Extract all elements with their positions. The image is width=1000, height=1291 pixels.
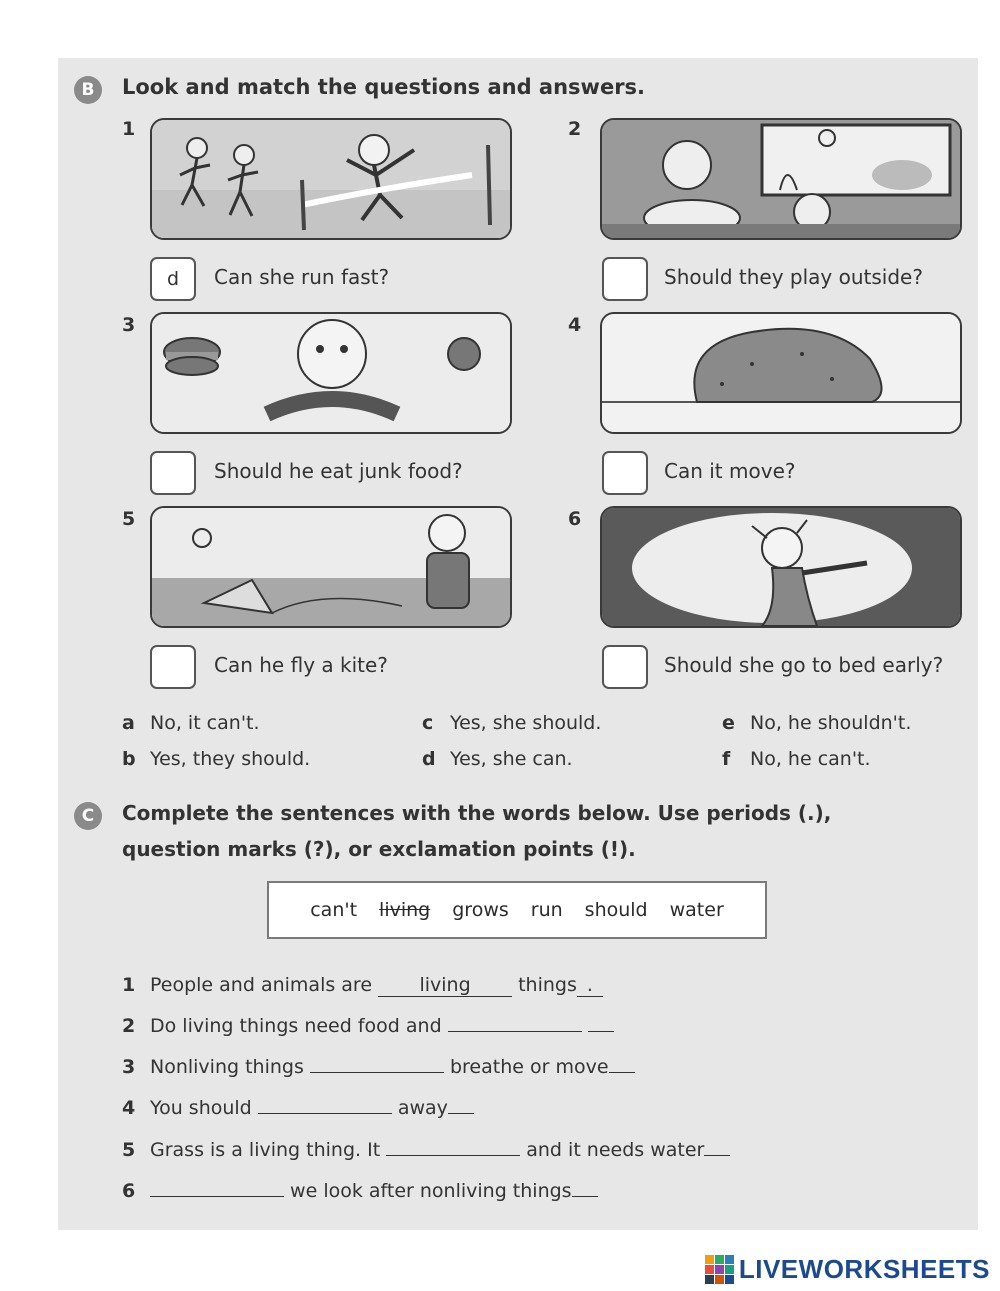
liveworksheets-logo (705, 1254, 990, 1285)
sentence-4: 4 You should away (122, 1097, 474, 1119)
sentence-blank[interactable]: living (378, 975, 512, 997)
answer-box-6[interactable] (602, 645, 648, 689)
answer-box-3[interactable] (150, 451, 196, 495)
answer-option: d Yes, she can. (422, 748, 573, 770)
question-3: Should he eat junk food? (214, 459, 463, 483)
answer-option: b Yes, they should. (122, 748, 311, 770)
item-number: 5 (122, 508, 136, 530)
punctuation-blank[interactable] (704, 1155, 730, 1156)
item-number: 1 (122, 118, 136, 140)
question-5: Can he fly a kite? (214, 653, 388, 677)
picture-kids-indoors (600, 118, 962, 240)
item-number: 6 (568, 508, 582, 530)
word-bank (267, 881, 767, 939)
picture-running-race (150, 118, 512, 240)
answer-box-1[interactable]: d (150, 257, 196, 301)
sentence-5: 5 Grass is a living thing. It and it needs water (122, 1139, 730, 1161)
question-4: Can it move? (664, 459, 796, 483)
sentence-blank[interactable] (448, 1031, 582, 1032)
answer-box-5[interactable] (150, 645, 196, 689)
punctuation-blank[interactable] (588, 1031, 614, 1032)
sentence-blank[interactable] (258, 1113, 392, 1114)
punctuation-blank[interactable] (572, 1196, 598, 1197)
section-c-title-line-2: question marks (?), or exclamation points (!). (122, 837, 636, 861)
picture-boy-kite (150, 506, 512, 628)
section-b-title: Look and match the questions and answers. (122, 75, 646, 99)
worksheet-page (58, 58, 978, 1230)
sentence-blank[interactable] (386, 1155, 520, 1156)
item-number: 2 (568, 118, 582, 140)
word-bank-word: should (584, 899, 648, 921)
section-c-title-line-1: Complete the sentences with the words below. Use periods (.), (122, 801, 832, 825)
picture-girl-yawning (600, 506, 962, 628)
sentence-3: 3 Nonliving things breathe or move (122, 1056, 635, 1078)
punctuation-blank[interactable] (609, 1072, 635, 1073)
question-1: Can she run fast? (214, 265, 390, 289)
logo-text: LIVEWORKSHEETS (738, 1254, 990, 1284)
section-b-badge: B (74, 76, 102, 104)
question-6: Should she go to bed early? (664, 653, 944, 677)
word-bank-word: run (530, 899, 563, 921)
sentence-6: 6 we look after nonliving things (122, 1180, 598, 1202)
answer-option: e No, he shouldn't. (722, 712, 912, 734)
word-bank-word-used: living (379, 899, 431, 921)
word-bank-word: water (669, 899, 724, 921)
punctuation-blank[interactable] (448, 1113, 474, 1114)
word-bank-word: grows (452, 899, 509, 921)
sentence-1: 1 People and animals are living things . (122, 974, 603, 997)
punctuation-blank[interactable]: . (577, 975, 603, 997)
picture-rock (600, 312, 962, 434)
section-c-badge: C (74, 802, 102, 830)
answer-option: a No, it can't. (122, 712, 260, 734)
logo-grid-icon (705, 1255, 735, 1285)
sentence-blank[interactable] (150, 1196, 284, 1197)
sentence-2: 2 Do living things need food and (122, 1015, 614, 1037)
answer-option: c Yes, she should. (422, 712, 602, 734)
word-bank-word: can't (310, 899, 358, 921)
answer-option: f No, he can't. (722, 748, 871, 770)
item-number: 4 (568, 314, 582, 336)
answer-box-4[interactable] (602, 451, 648, 495)
answer-box-2[interactable] (602, 257, 648, 301)
item-number: 3 (122, 314, 136, 336)
picture-boy-food (150, 312, 512, 434)
question-2: Should they play outside? (664, 265, 923, 289)
sentence-blank[interactable] (310, 1072, 444, 1073)
